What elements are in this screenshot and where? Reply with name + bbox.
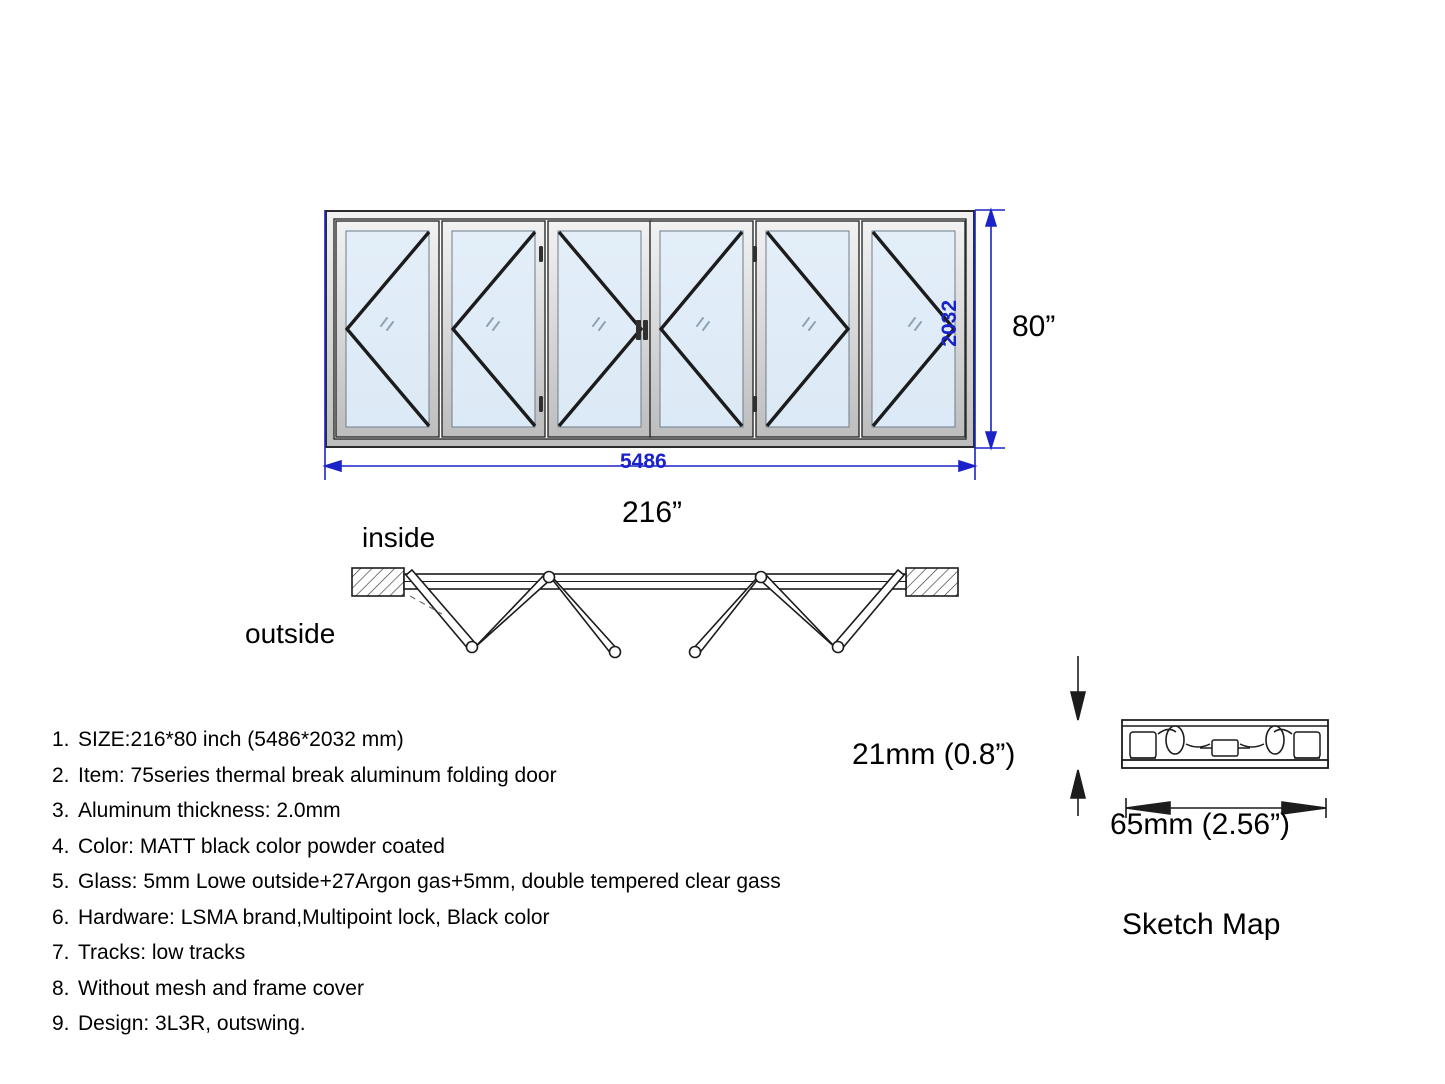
spec-text: Glass: 5mm Lowe outside+27Argon gas+5mm, double tempered clear gass [78,870,781,893]
outside-label: outside [245,618,336,649]
spec-number: 8. [52,976,70,1000]
profile-section-sketch [1060,648,1390,888]
overall-height-mm-label: 2032 [938,300,961,347]
spec-item-6 [52,900,952,936]
profile-thickness-label: 21mm (0.8”) [852,738,1016,771]
spec-number: 1. [52,728,70,751]
spec-item-3 [52,793,952,829]
spec-text: Item: 75series thermal break aluminum folding door [78,763,557,787]
spec-text: Without mesh and frame cover [78,976,364,1000]
spec-number: 6. [52,905,70,929]
spec-number: 9. [52,1012,70,1035]
spec-number: 5. [52,870,70,893]
spec-number: 7. [52,941,70,964]
spec-item-9 [52,1006,952,1042]
spec-text: Tracks: low tracks [78,941,246,964]
spec-item-7 [52,935,952,971]
overall-height-inch-label: 80” [1012,310,1056,343]
spec-item-8 [52,971,952,1007]
overall-width-mm-label: 5486 [620,450,667,473]
spec-text: Aluminum thickness: 2.0mm [78,799,341,822]
spec-text: SIZE:216*80 inch (5486*2032 mm) [78,728,404,751]
inside-label: inside [362,522,436,553]
overall-width-inch-label: 216” [622,496,683,529]
spec-item-1 [52,722,952,758]
spec-number: 2. [52,763,70,787]
fold-plan-diagram [350,556,960,668]
spec-text: Hardware: LSMA brand,Multipoint lock, Black color [78,905,550,929]
spec-item-5 [52,864,952,900]
specification-list [52,722,952,1042]
spec-text: Color: MATT black color powder coated [78,834,445,858]
spec-item-4 [52,829,952,865]
dimension-lines [315,198,1015,488]
spec-item-2 [52,758,952,794]
spec-text: Design: 3L3R, outswing. [78,1012,306,1035]
sketch-map-caption: Sketch Map [1122,908,1281,941]
spec-number: 4. [52,834,70,858]
profile-depth-label: 65mm (2.56”) [1110,808,1291,841]
spec-number: 3. [52,799,70,822]
